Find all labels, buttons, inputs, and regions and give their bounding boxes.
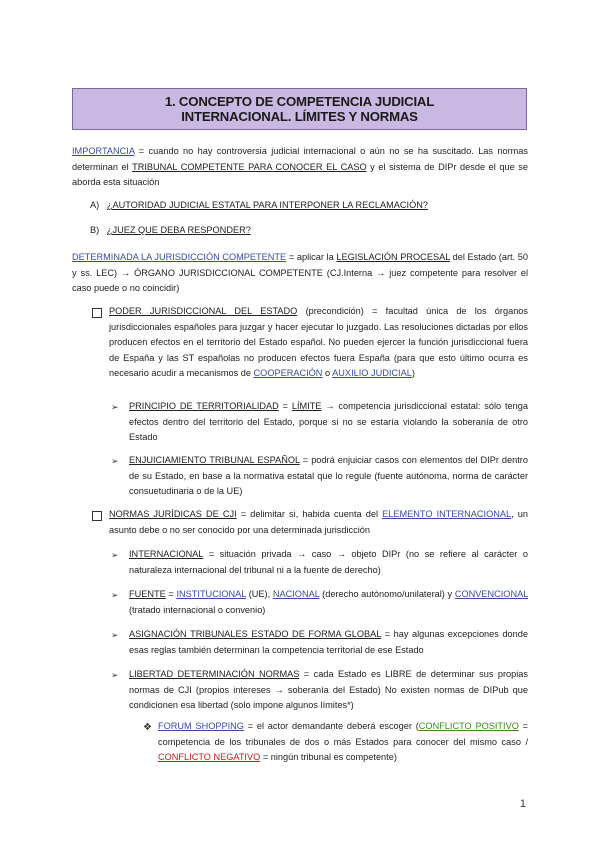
elemento-internacional-term: ELEMENTO INTERNACIONAL: [382, 509, 512, 519]
poder-text-1: (precondición) = facultad única de los órganos jurisdiccionales españoles para juzgar y hacer ejecutar lo juzgado. Las resoluciones dictadas por ellos producen efectos en el territorio del Estado español. No pueden ejercer la función jurisdiccional fuera de España y las ST españolas no producen efectos fuera España (para que esto último ocurra es necesario acudir a mecanismos de: [109, 306, 529, 378]
arrow-bullet-icon: ➢: [111, 550, 119, 560]
poder-term: PODER JURISDICCIONAL DEL ESTADO: [109, 306, 298, 316]
diamond-bullet-icon: ❖: [143, 722, 152, 733]
importancia-text-1: = cuando no hay controversia judicial internacional o aún no se ha suscitado. Las normas determinan el: [72, 146, 528, 172]
fuente-text-1: =: [165, 589, 177, 599]
checkbox-icon: [92, 511, 102, 521]
cooperacion-term: COOPERACIÓN: [253, 368, 323, 378]
question-b: [90, 223, 530, 239]
asignacion-paragraph: [129, 627, 528, 658]
forum-text-1: = el actor demandante deberá escoger (: [243, 721, 419, 731]
fuente-term: FUENTE: [129, 589, 166, 599]
forum-text-3: = ningún tribunal es competente): [260, 752, 397, 762]
fuente-text-4: (tratado internacional o convenio): [129, 604, 266, 615]
determinada-term: DETERMINADA LA JURISDICCIÓN COMPETENTE: [72, 252, 287, 262]
enjuiciamiento-term: ENJUICIAMIENTO TRIBUNAL ESPAÑOL: [129, 455, 300, 465]
arrow-bullet-icon: ➢: [111, 402, 119, 412]
legislacion-procesal-term: LEGISLACIÓN PROCESAL: [336, 252, 450, 262]
conflicto-positivo-term: CONFLICTO POSITIVO: [418, 721, 519, 731]
importancia-text-2: y el sistema de DIPr desde el que se aborda esta situación: [72, 161, 528, 187]
internacional-paragraph: [129, 547, 528, 578]
forum-shopping-term: FORUM SHOPPING: [158, 721, 244, 731]
forum-text-2: = competencia de los tribunales de dos o más Estados para conocer del mismo caso /: [158, 721, 529, 747]
determinada-text-2: del Estado (art. 50 y ss. LEC) → ÓRGANO JURISDICCIONAL COMPETENTE (CJ.Interna → juez competente para resolver el caso puede o no coincidir): [72, 252, 528, 293]
principio-text-2: → competencia jurisdiccional estatal: sólo tenga efectos dentro del territorio del Estado, porque si no se estaría violando la soberanía de otro Estado: [129, 401, 528, 442]
question-a-text: ¿AUTORIDAD JUDICIAL ESTATAL PARA INTERPONER LA RECLAMACIÓN?: [106, 200, 428, 210]
limite-term: LÍMITE: [291, 401, 322, 411]
fuente-text-3: (derecho autónomo/unilateral) y: [319, 589, 455, 599]
determinada-text-1: = aplicar la: [286, 252, 337, 262]
principio-term: PRINCIPIO DE TERRITORIALIDAD: [129, 401, 279, 411]
normas-term: NORMAS JURÍDICAS DE CJI: [109, 509, 237, 519]
question-b-letter: B): [90, 225, 100, 235]
fuente-paragraph: [129, 587, 528, 618]
normas-paragraph: [109, 507, 528, 538]
internacional-term: INTERNACIONAL: [129, 549, 204, 559]
asignacion-text: = hay algunas excepciones donde esas reglas también determinan la competencia territorial de ese Estado: [129, 629, 528, 655]
fuente-text-2: (UE),: [246, 589, 273, 599]
checkbox-icon: [92, 308, 102, 318]
determinada-paragraph: [72, 250, 528, 297]
poder-text-3: ): [411, 368, 415, 378]
libertad-term: LIBERTAD DETERMINACIÓN NORMAS: [129, 669, 300, 679]
arrow-bullet-icon: ➢: [111, 630, 119, 640]
question-b-text: ¿JUEZ QUE DEBA RESPONDER?: [106, 225, 251, 235]
forum-shopping-paragraph: [158, 719, 528, 766]
principio-paragraph: [129, 399, 528, 446]
poder-paragraph: [109, 304, 528, 382]
title-line-2: INTERNACIONAL. LÍMITES Y NORMAS: [181, 109, 418, 124]
institucional-term: INSTITUCIONAL: [176, 589, 247, 599]
arrow-bullet-icon: ➢: [111, 456, 119, 466]
nacional-term: NACIONAL: [272, 589, 320, 599]
conflicto-negativo-term: CONFLICTO NEGATIVO: [158, 752, 261, 762]
normas-text-2: , un asunto debe o no ser conocido por una determinada jurisdicción: [109, 509, 528, 535]
poder-text-2: o: [322, 368, 333, 378]
importancia-term: IMPORTANCIA: [72, 146, 135, 156]
importancia-paragraph: [72, 144, 528, 191]
internacional-text: = situación privada → caso → objeto DIPr (no se refiere al carácter o naturaleza internacional del tribunal ni a la fuente de derecho): [129, 549, 528, 575]
arrow-bullet-icon: ➢: [111, 590, 119, 600]
enjuiciamiento-text: = podrá enjuiciar casos con elementos del DIPr dentro de su Estado, en base a la normativa estatal que lo regule (fuente autónoma, norma de carácter consuetudinaria o de la UE): [129, 455, 528, 496]
question-a: [90, 198, 530, 214]
page-number: 1: [519, 798, 526, 810]
libertad-paragraph: [129, 667, 528, 714]
question-a-letter: A): [90, 200, 100, 210]
convencional-term: CONVENCIONAL: [454, 589, 528, 599]
title-line-1: 1. CONCEPTO DE COMPETENCIA JUDICIAL: [164, 94, 435, 109]
section-title-box: [72, 88, 527, 130]
arrow-bullet-icon: ➢: [111, 670, 119, 680]
libertad-text: = cada Estado es LIBRE de determinar sus propias normas de CJI (propios intereses → soberanía del Estado) No existen normas de DIPub que condicionen esa libertad (solo impone algunos límites*): [129, 669, 528, 710]
asignacion-term: ASIGNACIÓN TRIBUNALES ESTADO DE FORMA GLOBAL: [129, 629, 382, 639]
principio-text-1: =: [278, 401, 292, 411]
normas-text-1: = delimitar si, habida cuenta del: [236, 509, 383, 519]
enjuiciamiento-paragraph: [129, 453, 528, 500]
auxilio-judicial-term: AUXILIO JUDICIAL: [332, 368, 412, 378]
tribunal-competente-term: TRIBUNAL COMPETENTE PARA CONOCER EL CASO: [132, 161, 367, 172]
